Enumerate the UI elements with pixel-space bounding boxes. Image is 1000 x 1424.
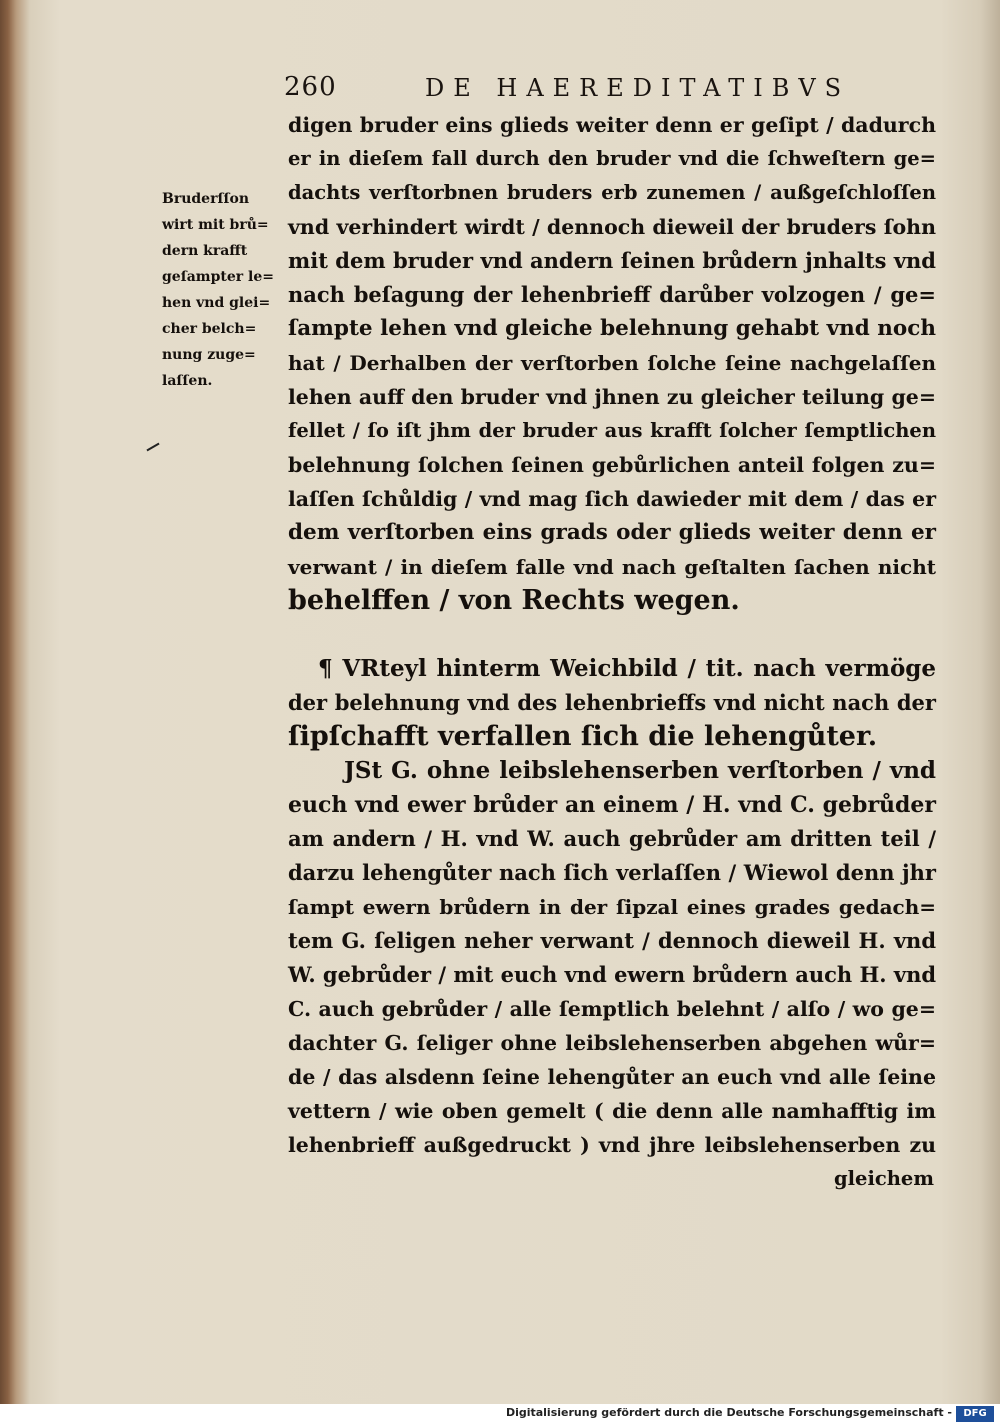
text-line: digen bruder eins glieds weiter denn er geſipt / dadurch [288,113,936,137]
margin-note-line: geſampter le= [162,269,274,285]
page-number: 260 [284,72,337,102]
text-line: belehnung ſolchen ſeinen gebůrlichen anteil folgen zu= [288,453,936,477]
pen-mark [146,443,159,452]
text-line: JSt G. ohne leibslehenserben verſtorben / vnd [344,757,936,784]
text-line: behelffen / von Rechts wegen. [288,585,740,616]
margin-note-line: hen vnd glei= [162,295,271,311]
margin-note-line: wirt mit brů= [162,217,269,233]
text-line: laſſen ſchůldig / vnd mag ſich dawieder mit dem / das er [288,487,936,511]
dfg-logo: DFG [956,1406,994,1422]
text-line: er in dieſem fall durch den bruder vnd die ſchweſtern ge= [288,147,936,170]
margin-note-line: Bruderſſon [162,191,250,207]
text-line: dem verſtorben eins grads oder glieds weiter denn er [288,520,936,545]
text-line: am andern / H. vnd W. auch gebrůder am dritten teil / [288,826,936,851]
text-line: ſipſchafft verfallen ſich die lehengůter. [288,721,878,752]
catchword: gleichem [834,1167,934,1190]
text-line: darzu lehengůter nach ſich verlaſſen / Wiewol denn jhr [288,860,936,885]
text-line: hat / Derhalben der verſtorben ſolche ſeine nachgelaſſen [288,351,936,375]
funding-credit: Digitalisierung gefördert durch die Deutsche Forschungsgemeinschaft - [505,1406,952,1419]
text-line: ſampte lehen vnd gleiche belehnung gehabt vnd noch [288,316,936,341]
text-line: vnd verhindert wirdt / dennoch dieweil der bruders ſohn [288,215,936,239]
text-line: nach beſagung der lehenbrieff darůber volzogen / ge= [288,282,936,307]
text-line: ſampt ewern brůdern in der ſipzal eines grades gedach= [288,895,936,919]
text-line: der belehnung vnd des lehenbrieffs vnd nicht nach der [288,690,936,715]
text-line: dachts verſtorbnen bruders erb zunemen / außgeſchloſſen [288,181,936,204]
margin-note-line: laſſen. [162,373,213,389]
text-line: mit dem bruder vnd andern ſeinen brůdern jnhalts vnd [288,248,936,273]
text-line: dachter G. ſeliger ohne leibslehenserben abgehen wůr= [288,1031,936,1055]
text-line: verwant / in dieſem falle vnd nach geſtalten ſachen nicht [288,555,936,579]
text-line: W. gebrůder / mit euch vnd ewern brůdern auch H. vnd [288,962,937,987]
text-line: ¶ VRteyl hinterm Weichbild / tit. nach vermöge [318,655,936,682]
footer-bar [0,1404,1000,1424]
margin-note-line: nung zuge= [162,347,256,363]
text-line: de / das alsdenn ſeine lehengůter an euch vnd alle ſeine [288,1065,936,1089]
text-line: tem G. ſeligen neher verwant / dennoch dieweil H. vnd [288,928,936,953]
text-line: lehenbrieff außgedruckt ) vnd jhre leibslehenserben zu [288,1133,936,1157]
margin-note [162,186,288,394]
text-line: C. auch gebrůder / alle ſemptlich belehnt / alſo / wo ge= [288,997,936,1021]
page-header [0,72,1000,102]
margin-note-line: cher belch= [162,321,257,337]
running-title: DE HAEREDITATIBVS [425,74,851,102]
text-line: lehen auff den bruder vnd jhnen zu gleicher teilung ge= [288,385,936,409]
margin-note-line: dern krafft [162,243,248,259]
text-line: fellet / ſo iſt jhm der bruder aus krafft ſolcher ſemptlichen [288,419,936,442]
text-line: euch vnd ewer brůder an einem / H. vnd C. gebrůder [288,792,936,818]
text-line: vettern / wie oben gemelt ( die denn alle namhafftig im [288,1099,936,1123]
